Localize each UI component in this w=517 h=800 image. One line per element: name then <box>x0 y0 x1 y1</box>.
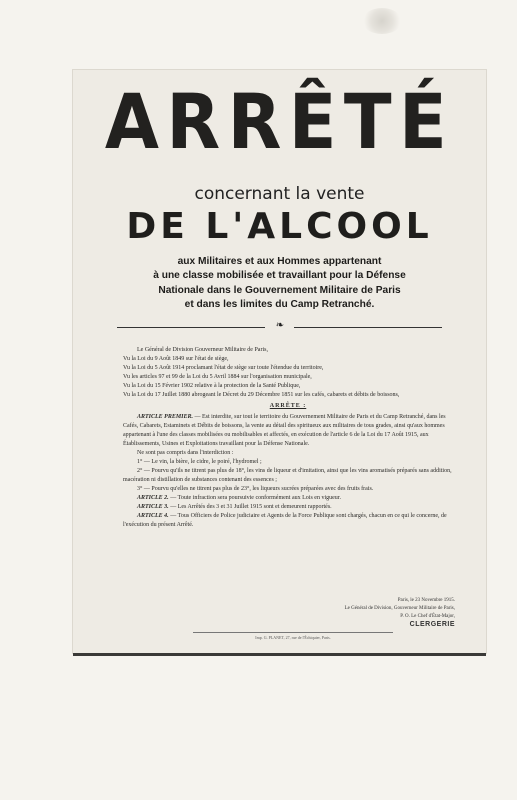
article-label: ARTICLE 3. <box>137 504 169 510</box>
exception-item: 2° — Pourvu qu'ils ne titrent pas plus de 18°, les vins de liqueur et d'imitation, ainsi que les vins aromatisés préparés sans addition, macération ni distillation de substances contenant des essences ; <box>123 468 452 483</box>
signature-block <box>271 597 455 629</box>
printer-credit: Imp. G. PLANET, 27, rue de l'Échiquier, Paris. <box>193 632 393 640</box>
exceptions-intro: Ne sont pas compris dans l'interdiction : <box>137 450 234 456</box>
article-1 <box>123 413 453 449</box>
article-3 <box>123 503 453 512</box>
lead-line: aux Militaires et aux Hommes appartenant <box>177 256 382 267</box>
article-label: ARTICLE 2. <box>137 495 169 501</box>
arrete-label: ARRÊTE : <box>269 403 307 409</box>
preamble-line: Vu la Loi du 5 Août 1914 proclamant l'état de siège sur toute l'étendue du territoire, <box>123 365 324 371</box>
article-4 <box>123 512 453 530</box>
article-text: — Est interdite, sur tout le territoire du Gouvernement Militaire de Paris et du Camp Retranché, dans les Cafés, Cabarets, Estaminets et Débits de boissons, la vente au détail des spiritueux aux militaires de tous grades, ainsi qu'aux hommes appartenant à l'une des classes mobilisées ou mobilisables et affectés, en exécution de l'article 6 de la Loi du 17 Août 1915, aux Établissements, Usines et Exploitations travaillant pour la Défense Nationale. <box>123 414 446 447</box>
exception-item: 3° — Pourvu qu'elles ne titrent pas plus de 23°, les liqueurs sucrées préparées avec des fruits frais. <box>137 486 374 492</box>
divider-line <box>294 327 442 328</box>
article-label: ARTICLE PREMIER. <box>137 414 194 420</box>
exception-item: 1° — Le vin, la bière, le cidre, le poiré, l'hydromel ; <box>137 459 262 465</box>
article-2 <box>123 494 453 503</box>
stain-mark <box>362 8 402 34</box>
preamble-line: Vu la Loi du 15 Février 1902 relative à la protection de la Santé Publique, <box>123 383 301 389</box>
signature-date: Paris, le 23 Novembre 1915. <box>397 598 455 603</box>
signature-name: CLERGERIE <box>409 621 455 628</box>
article-text: — Toute infraction sera poursuivie conformément aux Lois en vigueur. <box>168 495 341 501</box>
poster-main-title: DE L'ALCOOL <box>126 206 433 247</box>
poster-bottom-edge <box>73 653 486 656</box>
lead-line: et dans les limites du Camp Retranché. <box>184 299 375 311</box>
poster-lead <box>79 255 480 313</box>
preamble-line: Vu la Loi du 17 Juillet 1880 abrogeant le Décret du 29 Décembre 1851 sur les cafés, cabarets et débits de boissons, <box>123 392 400 398</box>
preamble-line: Vu les articles 97 et 99 de la Loi du 5 Avril 1884 sur l'organisation municipale, <box>123 374 312 380</box>
signature-role: P. O. Le Chef d'État-Major, <box>400 614 455 619</box>
poster-title: ARRÊTÉ <box>104 77 455 166</box>
poster-subtitle: concernant la vente <box>194 184 365 204</box>
signature-role: Le Général de Division, Gouverneur Militaire de Paris, <box>344 606 455 611</box>
poster-sheet <box>73 70 486 653</box>
article-text: — Tous Officiers de Police judiciaire et Agents de la Force Publique sont chargés, chacun en ce qui le concerne, de l'exécution du présent Arrêté. <box>123 513 447 528</box>
lead-line: à une classe mobilisée et travaillant pour la Défense <box>153 270 406 282</box>
preamble-line: Vu la Loi du 9 Août 1849 sur l'état de siège, <box>123 356 229 362</box>
decree-body <box>123 346 453 530</box>
article-label: ARTICLE 4. <box>137 513 169 519</box>
ornament-icon: ❧ <box>275 320 285 331</box>
divider-line <box>117 327 265 328</box>
preamble-line: Le Général de Division Gouverneur Militaire de Paris, <box>137 347 268 353</box>
lead-line: Nationale dans le Gouvernement Militaire de Paris <box>158 284 401 296</box>
article-text: — Les Arrêtés des 3 et 31 Juillet 1915 sont et demeurent rapportés. <box>168 504 332 510</box>
ornament-divider <box>117 320 442 332</box>
